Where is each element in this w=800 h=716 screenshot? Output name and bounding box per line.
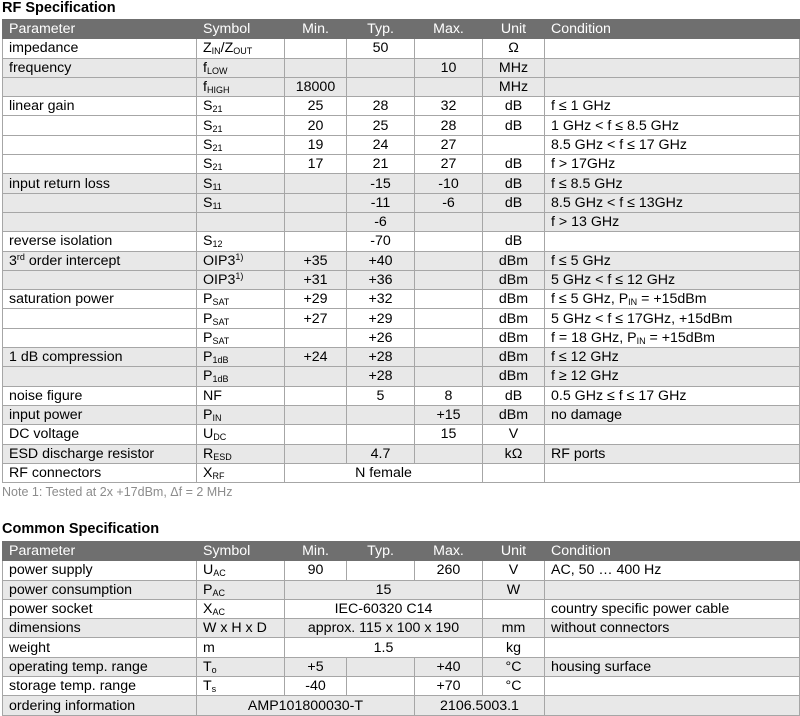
table-row [3, 677, 800, 696]
symbol-cell: $f_{LOW}$ [197, 58, 285, 77]
subscript: AC [212, 587, 225, 598]
max-cell: 27 [415, 155, 483, 174]
typ-cell: 4.7 [347, 444, 415, 463]
subscript: LOW [206, 65, 228, 76]
symbol-cell [197, 212, 285, 231]
symbol-cell: $S_{11}$ [197, 174, 285, 193]
table-row [3, 367, 800, 386]
typ-cell: +32 [347, 290, 415, 309]
unit-cell [483, 212, 545, 231]
unit-cell [483, 463, 545, 482]
max-cell [415, 348, 483, 367]
unit-cell: dBm [483, 328, 545, 347]
typ-cell: 50 [347, 39, 415, 58]
column-header: Typ. [347, 542, 415, 561]
symbol-cell: $S_{21}$ [197, 155, 285, 174]
table-row [3, 77, 800, 96]
condition-cell: without connectors [545, 619, 800, 638]
unit-cell: dB [483, 116, 545, 135]
condition-cell [545, 232, 800, 251]
typ-cell [347, 77, 415, 96]
subscript: 11 [212, 200, 222, 211]
parameter-cell: reverse isolation [3, 232, 197, 251]
table-row [3, 155, 800, 174]
typ-cell: +28 [347, 348, 415, 367]
order-code: 2106.5003.1 [415, 696, 545, 715]
condition-cell: AC, 50 … 400 Hz [545, 561, 800, 580]
symbol-cell: NF [197, 386, 285, 405]
min-cell: +5 [285, 657, 347, 676]
unit-cell: dBm [483, 290, 545, 309]
max-cell [415, 251, 483, 270]
typ-cell: +29 [347, 309, 415, 328]
parameter-cell: 3rd order intercept [3, 251, 197, 270]
unit-cell [483, 599, 545, 618]
typ-cell [347, 58, 415, 77]
table-row [3, 39, 800, 58]
min-cell: 18000 [285, 77, 347, 96]
min-cell: 19 [285, 135, 347, 154]
min-cell: -40 [285, 677, 347, 696]
parameter-cell [3, 193, 197, 212]
table-row [3, 251, 800, 270]
condition-cell: f ≤ 5 GHz, $P_{IN} = +15dBm$ [545, 290, 800, 309]
condition-cell: RF ports [545, 444, 800, 463]
column-header: Typ. [347, 20, 415, 39]
parameter-cell [3, 77, 197, 96]
subscript: SAT [212, 297, 230, 308]
condition-cell: f ≤ 12 GHz [545, 348, 800, 367]
subscript: DC [213, 432, 227, 443]
column-header: Min. [285, 20, 347, 39]
unit-cell: °C [483, 657, 545, 676]
condition-cell: 8.5 GHz < f ≤ 13GHz [545, 193, 800, 212]
parameter-cell: weight [3, 638, 197, 657]
typ-cell: +28 [347, 367, 415, 386]
typ-cell [347, 657, 415, 676]
parameter-cell: power consumption [3, 580, 197, 599]
max-cell [415, 270, 483, 289]
symbol-cell: $X_{AC}$ [197, 599, 285, 618]
condition-cell: no damage [545, 405, 800, 424]
table-row [3, 270, 800, 289]
table-row [3, 444, 800, 463]
max-cell [415, 39, 483, 58]
unit-cell: MHz [483, 77, 545, 96]
condition-cell: f ≤ 5 GHz [545, 251, 800, 270]
column-header: Unit [483, 20, 545, 39]
max-cell [415, 290, 483, 309]
min-cell [285, 193, 347, 212]
subscript: RF [212, 470, 225, 481]
parameter-cell: saturation power [3, 290, 197, 309]
column-header: Max. [415, 542, 483, 561]
unit-cell: V [483, 561, 545, 580]
max-cell: 27 [415, 135, 483, 154]
symbol-cell: $S_{11}$ [197, 193, 285, 212]
parameter-cell [3, 155, 197, 174]
parameter-cell: input power [3, 405, 197, 424]
subscript: AC [213, 568, 226, 579]
table-row [3, 657, 800, 676]
typ-cell: -11 [347, 193, 415, 212]
subscript: IN [212, 413, 222, 424]
order-number: AMP101800030-T [197, 696, 415, 715]
min-cell: 25 [285, 97, 347, 116]
symbol-cell: $P_{SAT}$ [197, 309, 285, 328]
unit-cell: dB [483, 232, 545, 251]
table-row [3, 58, 800, 77]
table-row [3, 97, 800, 116]
column-header: Symbol [197, 20, 285, 39]
typ-cell: -15 [347, 174, 415, 193]
max-cell: 8 [415, 386, 483, 405]
unit-cell: Ω [483, 39, 545, 58]
subscript: AC [212, 607, 225, 618]
typ-cell: 24 [347, 135, 415, 154]
table-row [3, 696, 800, 715]
max-cell: 32 [415, 97, 483, 116]
min-cell: +27 [285, 309, 347, 328]
symbol-cell: OIP3$^{1)}$ [197, 270, 285, 289]
typ-cell: 25 [347, 116, 415, 135]
max-cell: -10 [415, 174, 483, 193]
min-cell [285, 425, 347, 444]
typ-cell: 28 [347, 97, 415, 116]
condition-cell [545, 425, 800, 444]
symbol-cell: m [197, 638, 285, 657]
condition-cell: 5 GHz < f ≤ 17GHz, +15dBm [545, 309, 800, 328]
typ-cell: +26 [347, 328, 415, 347]
parameter-cell [3, 328, 197, 347]
parameter-cell: power supply [3, 561, 197, 580]
max-cell: +70 [415, 677, 483, 696]
parameter-cell [3, 116, 197, 135]
unit-cell: mm [483, 619, 545, 638]
parameter-cell [3, 309, 197, 328]
max-cell: +40 [415, 657, 483, 676]
symbol-cell: $f_{HIGH}$ [197, 77, 285, 96]
condition-cell [545, 580, 800, 599]
unit-cell: dB [483, 193, 545, 212]
table-row [3, 348, 800, 367]
symbol-cell: $X_{RF}$ [197, 463, 285, 482]
min-cell [285, 367, 347, 386]
subscript: IN [628, 297, 638, 308]
symbol-cell: $P_{IN}$ [197, 405, 285, 424]
value-cell: 1.5 [285, 638, 483, 657]
parameter-cell: RF connectors [3, 463, 197, 482]
condition-cell: 5 GHz < f ≤ 12 GHz [545, 270, 800, 289]
max-cell: -6 [415, 193, 483, 212]
symbol-cell: $T_o$ [197, 657, 285, 676]
unit-cell: kg [483, 638, 545, 657]
min-cell: 17 [285, 155, 347, 174]
symbol-cell: $P_{SAT}$ [197, 290, 285, 309]
parameter-cell: power socket [3, 599, 197, 618]
min-cell [285, 58, 347, 77]
parameter-cell: DC voltage [3, 425, 197, 444]
typ-cell [347, 425, 415, 444]
column-header: Max. [415, 20, 483, 39]
min-cell: +31 [285, 270, 347, 289]
table-row [3, 116, 800, 135]
table-row [3, 619, 800, 638]
parameter-cell: ESD discharge resistor [3, 444, 197, 463]
min-cell [285, 39, 347, 58]
parameter-cell [3, 367, 197, 386]
subscript: 1dB [212, 355, 229, 366]
max-cell: 28 [415, 116, 483, 135]
parameter-cell [3, 135, 197, 154]
subscript: IN [211, 46, 221, 57]
min-cell: +35 [285, 251, 347, 270]
condition-cell [545, 463, 800, 482]
max-cell [415, 444, 483, 463]
parameter-cell: impedance [3, 39, 197, 58]
unit-cell: dBm [483, 405, 545, 424]
common-section-title: Common Specification [2, 521, 160, 537]
column-header: Parameter [3, 20, 197, 39]
min-cell [285, 212, 347, 231]
symbol-cell: $P_{1dB}$ [197, 367, 285, 386]
table-row [3, 561, 800, 580]
subscript: 21 [212, 123, 223, 134]
parameter-cell [3, 270, 197, 289]
condition-cell: f ≤ 1 GHz [545, 97, 800, 116]
min-cell [285, 444, 347, 463]
table-row [3, 386, 800, 405]
table-row [3, 309, 800, 328]
min-cell: +24 [285, 348, 347, 367]
typ-cell [347, 561, 415, 580]
table-row [3, 193, 800, 212]
typ-cell: -6 [347, 212, 415, 231]
symbol-cell: $P_{SAT}$ [197, 328, 285, 347]
parameter-cell: dimensions [3, 619, 197, 638]
symbol-cell: $S_{21}$ [197, 97, 285, 116]
min-cell [285, 405, 347, 424]
unit-cell: °C [483, 677, 545, 696]
unit-cell: dB [483, 155, 545, 174]
table-row [3, 463, 800, 482]
min-cell: 20 [285, 116, 347, 135]
typ-cell: -70 [347, 232, 415, 251]
parameter-cell [3, 212, 197, 231]
max-cell: 260 [415, 561, 483, 580]
table-row [3, 290, 800, 309]
max-cell [415, 77, 483, 96]
symbol-cell: $Z_{IN}/Z_{OUT}$ [197, 39, 285, 58]
condition-cell: f > 13 GHz [545, 212, 800, 231]
max-cell [415, 328, 483, 347]
unit-cell: dBm [483, 309, 545, 328]
subscript: ESD [213, 451, 232, 462]
subscript: 12 [212, 239, 223, 250]
subscript: OUT [233, 46, 253, 57]
parameter-cell: input return loss [3, 174, 197, 193]
condition-cell: f = 18 GHz, $P_{IN} = +15dBm$ [545, 328, 800, 347]
subscript: 21 [212, 142, 223, 153]
subscript: 21 [212, 162, 223, 173]
table-row [3, 232, 800, 251]
table-row [3, 135, 800, 154]
min-cell [285, 386, 347, 405]
symbol-cell: $U_{DC}$ [197, 425, 285, 444]
symbol-cell: $P_{1dB}$ [197, 348, 285, 367]
typ-cell [347, 677, 415, 696]
symbol-cell: OIP3$^{1)}$ [197, 251, 285, 270]
table-row [3, 425, 800, 444]
condition-cell [545, 39, 800, 58]
subscript: IN [636, 335, 646, 346]
condition-cell [545, 696, 800, 715]
typ-cell [347, 405, 415, 424]
column-header: Parameter [3, 542, 197, 561]
symbol-cell: W x H x D [197, 619, 285, 638]
unit-cell: W [483, 580, 545, 599]
max-cell [415, 232, 483, 251]
condition-cell: 1 GHz < f ≤ 8.5 GHz [545, 116, 800, 135]
unit-cell: dB [483, 174, 545, 193]
parameter-cell: ordering information [3, 696, 197, 715]
symbol-cell: $P_{AC}$ [197, 580, 285, 599]
unit-cell: dBm [483, 270, 545, 289]
min-cell [285, 174, 347, 193]
unit-cell: dBm [483, 348, 545, 367]
table-row [3, 405, 800, 424]
min-cell: 90 [285, 561, 347, 580]
unit-cell: dB [483, 97, 545, 116]
parameter-cell: storage temp. range [3, 677, 197, 696]
rf-footnote: Note 1: Tested at 2x +17dBm, Δf = 2 MHz [2, 485, 233, 499]
value-cell: 15 [285, 580, 483, 599]
subscript: HIGH [206, 85, 230, 96]
subscript: s [211, 684, 217, 695]
subscript: 11 [212, 181, 222, 192]
table-row [3, 638, 800, 657]
condition-cell: f > 17GHz [545, 155, 800, 174]
superscript: rd [16, 251, 25, 262]
condition-cell [545, 677, 800, 696]
subscript: SAT [212, 316, 230, 327]
subscript: 1dB [212, 374, 229, 385]
typ-cell: +36 [347, 270, 415, 289]
unit-cell: dB [483, 386, 545, 405]
column-header: Condition [545, 20, 800, 39]
typ-cell: 5 [347, 386, 415, 405]
condition-cell: 0.5 GHz ≤ f ≤ 17 GHz [545, 386, 800, 405]
max-cell [415, 367, 483, 386]
rf-section-title: RF Specification [2, 0, 116, 16]
unit-cell: dBm [483, 251, 545, 270]
parameter-cell: noise figure [3, 386, 197, 405]
table-row [3, 599, 800, 618]
table-row [3, 174, 800, 193]
parameter-cell: 1 dB compression [3, 348, 197, 367]
value-cell: N female [285, 463, 483, 482]
condition-cell [545, 77, 800, 96]
column-header: Min. [285, 542, 347, 561]
max-cell: 10 [415, 58, 483, 77]
unit-cell [483, 135, 545, 154]
condition-cell [545, 58, 800, 77]
max-cell [415, 309, 483, 328]
condition-cell: country specific power cable [545, 599, 800, 618]
condition-cell: housing surface [545, 657, 800, 676]
common-spec-table [2, 541, 800, 716]
unit-cell: dBm [483, 367, 545, 386]
max-cell: 15 [415, 425, 483, 444]
max-cell: +15 [415, 405, 483, 424]
typ-cell: +40 [347, 251, 415, 270]
value-cell: approx. 115 x 100 x 190 [285, 619, 483, 638]
condition-cell: f ≤ 8.5 GHz [545, 174, 800, 193]
symbol-cell: $R_{ESD}$ [197, 444, 285, 463]
column-header: Symbol [197, 542, 285, 561]
table-row [3, 328, 800, 347]
unit-cell: MHz [483, 58, 545, 77]
column-header: Condition [545, 542, 800, 561]
rf-spec-table [2, 19, 800, 483]
subscript: 21 [212, 104, 223, 115]
value-cell: IEC-60320 C14 [285, 599, 483, 618]
superscript: 1) [235, 251, 244, 262]
parameter-cell: operating temp. range [3, 657, 197, 676]
symbol-cell: $U_{AC}$ [197, 561, 285, 580]
parameter-cell: linear gain [3, 97, 197, 116]
symbol-cell: $S_{21}$ [197, 116, 285, 135]
condition-cell [545, 638, 800, 657]
min-cell [285, 232, 347, 251]
min-cell: +29 [285, 290, 347, 309]
table-row [3, 580, 800, 599]
unit-cell: V [483, 425, 545, 444]
min-cell [285, 328, 347, 347]
max-cell [415, 212, 483, 231]
condition-cell: 8.5 GHz < f ≤ 17 GHz [545, 135, 800, 154]
symbol-cell: $S_{21}$ [197, 135, 285, 154]
symbol-cell: $T_s$ [197, 677, 285, 696]
table-row [3, 212, 800, 231]
subscript: SAT [212, 335, 230, 346]
typ-cell: 21 [347, 155, 415, 174]
column-header: Unit [483, 542, 545, 561]
unit-cell: kΩ [483, 444, 545, 463]
subscript: o [211, 664, 217, 675]
superscript: 1) [235, 271, 244, 281]
symbol-cell: $S_{12}$ [197, 232, 285, 251]
parameter-cell: frequency [3, 58, 197, 77]
condition-cell: f ≥ 12 GHz [545, 367, 800, 386]
